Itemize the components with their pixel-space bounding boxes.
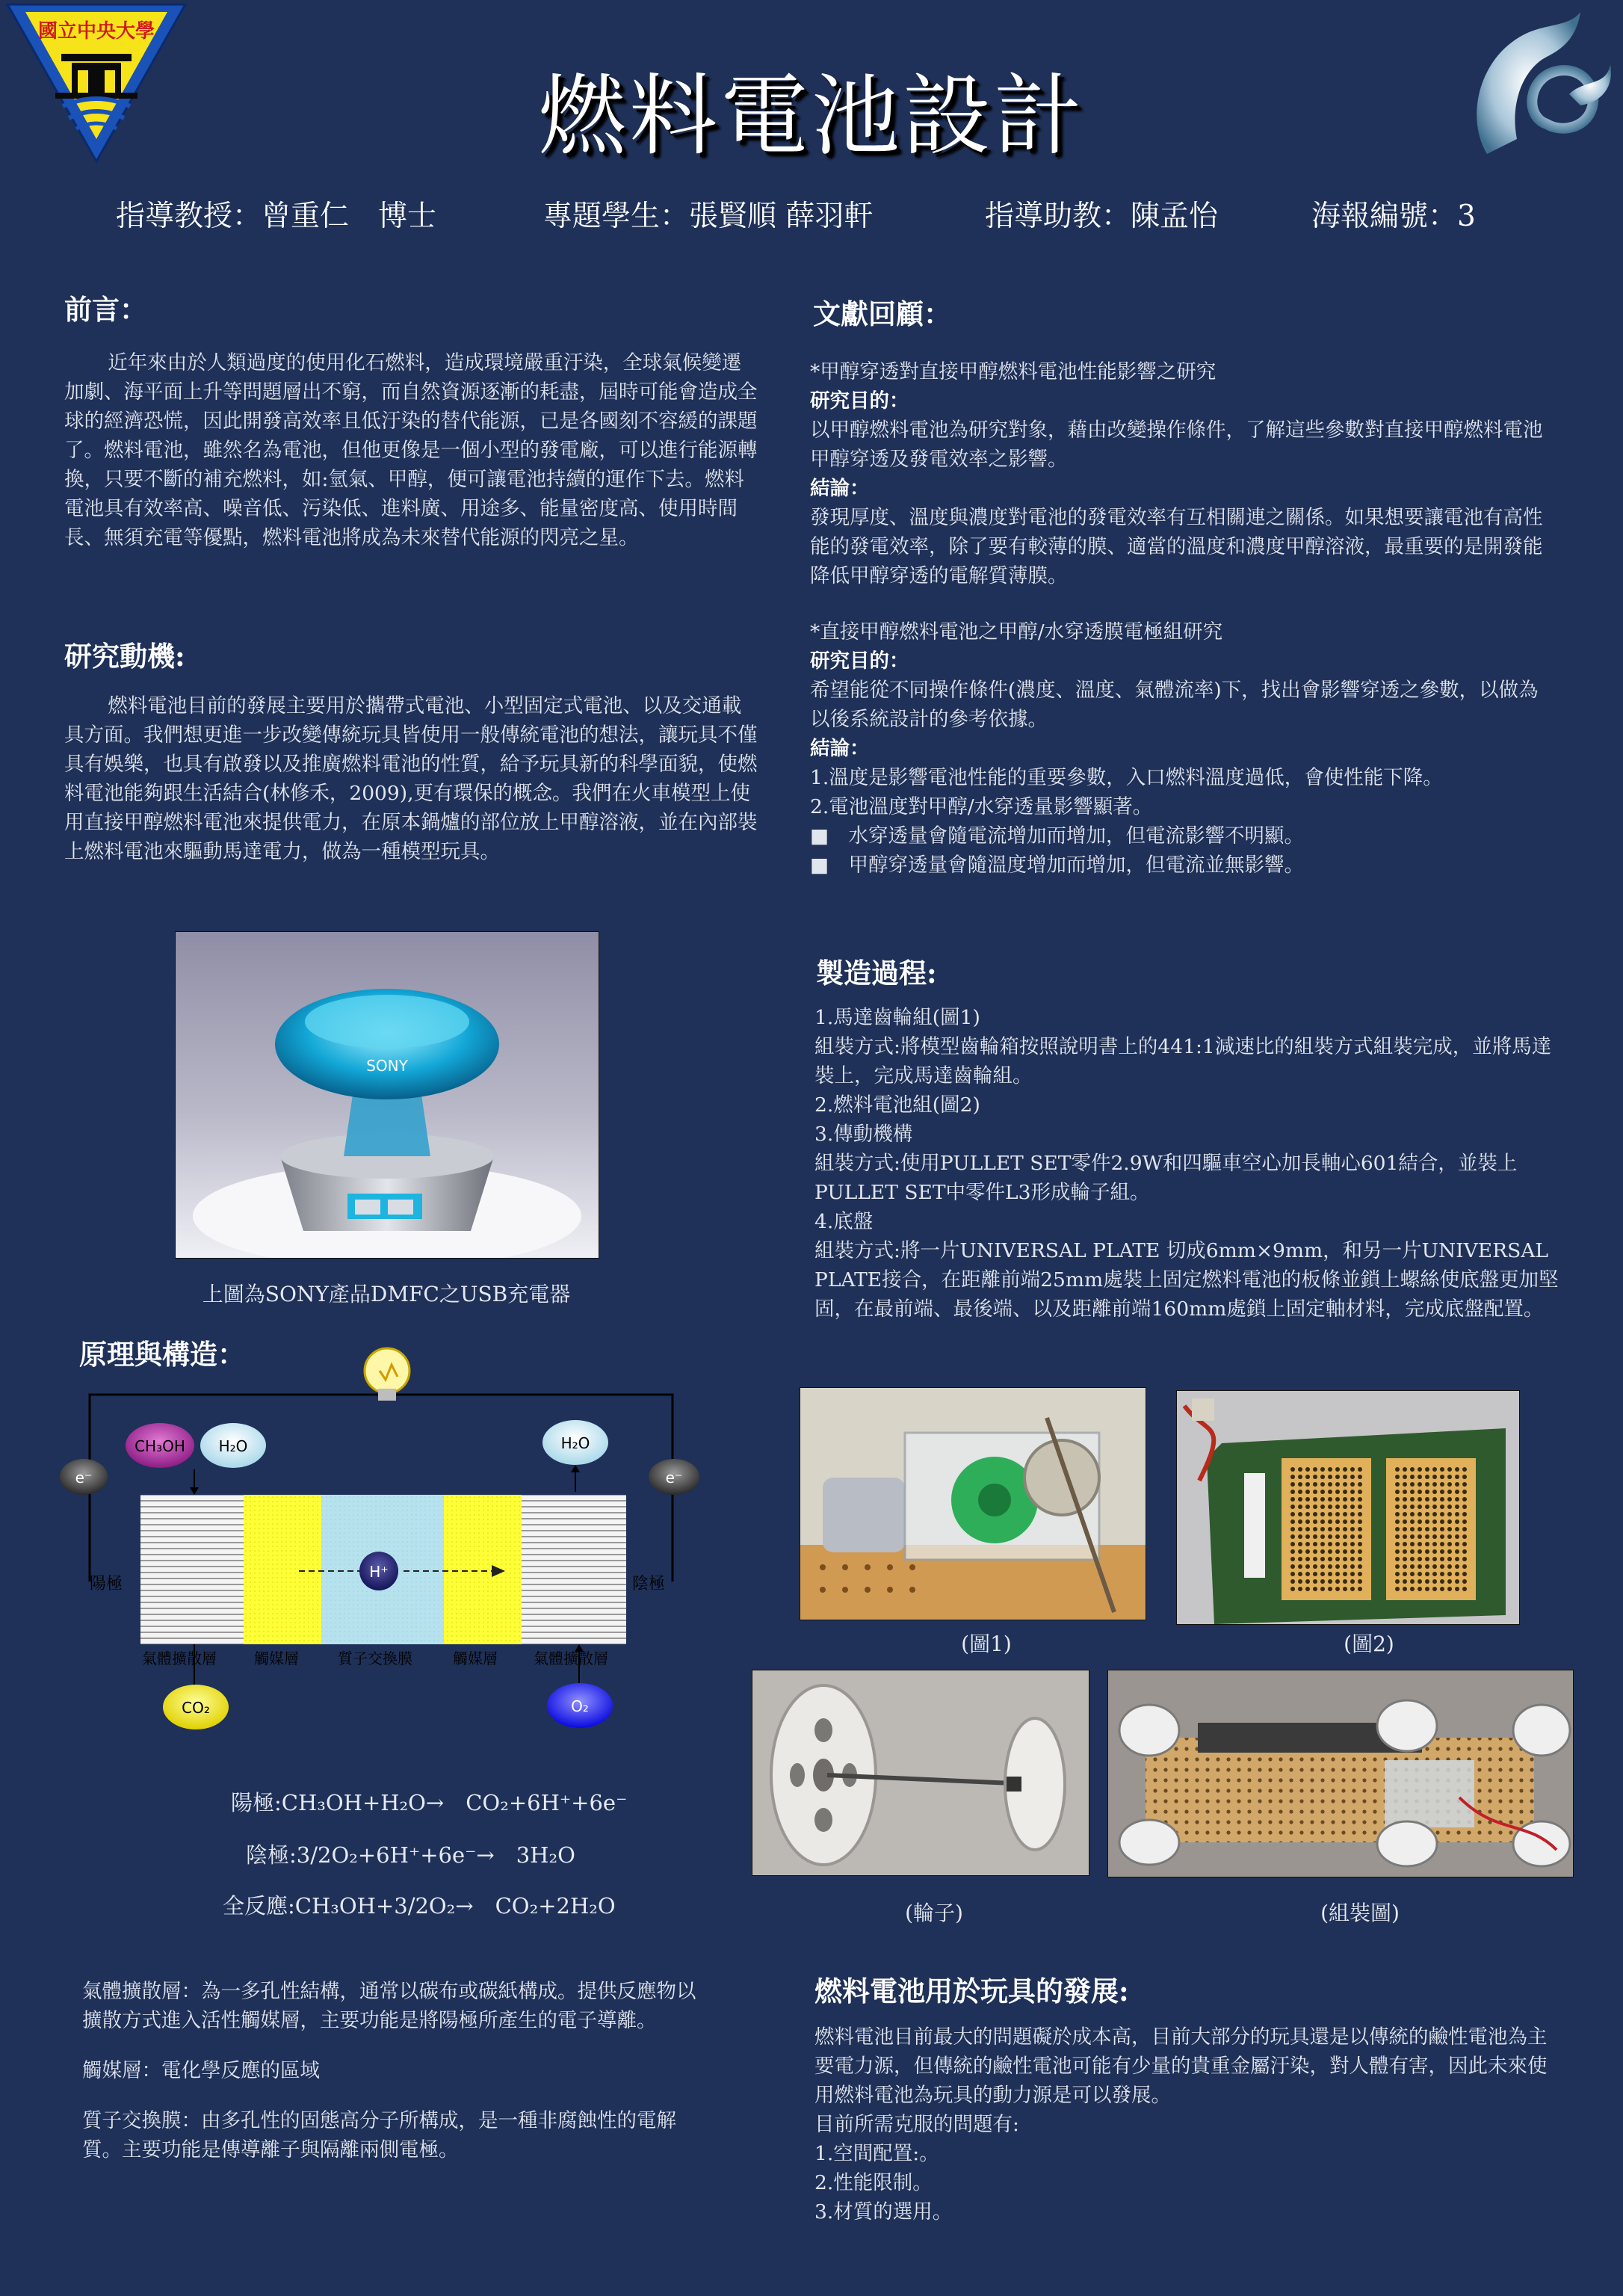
figure2-caption: (圖2) — [1344, 1632, 1394, 1656]
anode-label: 陽極 — [90, 1575, 123, 1593]
process-detail: 組裝方式:將一片UNIVERSAL PLATE 切成6mm×9mm，和另一片UNIVERSAL PLATE接合，在距離前端25mm處裝上固定燃料電池的板條並鎖上螺絲使底盤更加堅固，在最前端、最後端、以及距離前端160mm處鎖上固定軸材料，完成底盤配置。 — [814, 1239, 1559, 1321]
water-out-label: H₂O — [560, 1434, 590, 1452]
toys-problem-item: 2.性能限制。 — [814, 2171, 933, 2194]
sony-photo-caption: 上圖為SONY產品DMFC之USB充電器 — [202, 1282, 571, 1306]
toys-problems-intro: 目前所需克服的問題有: — [814, 2113, 1019, 2136]
toys-paragraph: 燃料電池目前最大的問題礙於成本高，目前大部分的玩具還是以傳統的鹼性電池為主要電力源，但傳統的鹼性電池可能有少量的貴重金屬汙染，對人體有害，因此未來使用燃料電池為玩具的動力源是可以發展。 — [814, 2025, 1548, 2107]
process-step: 4.底盤 — [814, 1210, 874, 1233]
literature-review — [810, 357, 1557, 880]
methanol-label: CH₃OH — [135, 1437, 185, 1455]
process-text — [814, 1003, 1562, 1324]
lit1-result: 發現厚度、溫度與濃度對電池的發電效率有互相關連之關係。如果想要讓電池有高性能的發電效率，除了要有較薄的膜、適當的溫度和濃度甲醇溶液，最重要的是開發能降低甲醇穿透的電解質薄膜。 — [810, 506, 1543, 587]
light-bulb-icon — [365, 1348, 409, 1401]
byline — [0, 193, 1623, 361]
svg-text:國立中央大學: 國立中央大學 — [37, 20, 155, 43]
poster-number: 海報編號：3 — [1311, 200, 1476, 233]
students: 專題學生：張賢順 薛羽軒 — [543, 200, 874, 233]
lit2-result-line: 1.溫度是影響電池性能的重要參數，入口燃料溫度過低，會使性能下降。 — [810, 766, 1443, 789]
figure1-caption: (圖1) — [961, 1632, 1012, 1656]
electron-left-label: e⁻ — [75, 1469, 93, 1487]
advisor: 指導教授：曾重仁 博士 — [116, 200, 437, 233]
cathode-label: 陰極 — [632, 1575, 666, 1593]
anode-equation: 陽極:CH₃OH+H₂O→ CO₂+6H⁺+6e⁻ — [231, 1790, 628, 1815]
water-in-label: H₂O — [218, 1437, 248, 1455]
overall-equation: 全反應:CH₃OH+3/2O₂→ CO₂+2H₂O — [223, 1893, 616, 1919]
co2-label: CO₂ — [182, 1699, 210, 1717]
cathode-equation: 陰極:3/2O₂+6H⁺+6e⁻→ 3H₂O — [246, 1842, 575, 1868]
lit2-title: *直接甲醇燃料電池之甲醇/水穿透膜電極組研究 — [810, 620, 1223, 644]
assistant: 指導助教：陳孟怡 — [985, 200, 1219, 233]
lit2-result-line: 2.電池溫度對甲醇/水穿透量影響顯著。 — [810, 795, 1153, 818]
literature-heading: 文獻回顧： — [813, 297, 951, 330]
toys-heading: 燃料電池用於玩具的發展: — [814, 1975, 1129, 2008]
lit2-purpose-label: 研究目的： — [810, 649, 909, 673]
process-heading: 製造過程: — [816, 957, 937, 990]
layer-label-gdl-right: 氣體擴散層 — [534, 1650, 608, 1667]
gdl-explanation: 氣體擴散層：為一多孔性結構，通常以碳布或碳紙構成。提供反應物以擴散方式進入活性觸媒層，主要功能是將陽極所產生的電子導離。 — [82, 1980, 696, 2032]
motor-gear-photo — [800, 1387, 1146, 1620]
o2-label: O₂ — [571, 1697, 589, 1715]
wheel-caption: (輪子) — [905, 1901, 963, 1925]
pem-explanation: 質子交換膜：由多孔性的固態高分子所構成，是一種非腐蝕性的電解質。主要功能是傳導離子與隔離兩側電極。 — [82, 2109, 676, 2161]
lit2-result-bullet: ■ 水穿透量會隨電流增加而增加，但電流影響不明顯。 — [810, 824, 1305, 848]
motivation-text: 燃料電池目前的發展主要用於攜帶式電池、小型固定式電池、以及交通載具方面。我們想更進一步改變傳統玩具皆使用一般傳統電池的想法，讓玩具不僅具有娛樂，也具有啟發以及推廣燃料電池的性質，給予玩具新的科學面貌，使燃料電池能夠跟生活結合(林修禾，2009),更有環保的概念。我們在火車模型上使用直接甲醇燃料電池來提供電力，在原本鍋爐的部位放上甲醇溶液，並在內部裝上燃料電池來驅動馬達電力，做為一種模型玩具。 — [64, 694, 758, 863]
layer-explanations — [82, 1977, 704, 2164]
toys-problem-item: 3.材質的選用。 — [814, 2200, 953, 2224]
electron-right-label: e⁻ — [665, 1469, 683, 1487]
process-detail: 組裝方式:將模型齒輪箱按照說明書上的441:1減速比的組裝方式組裝完成，並將馬達裝上，完成馬達齒輪組。 — [814, 1035, 1552, 1087]
layer-label-catalyst-left: 觸媒層 — [254, 1650, 299, 1667]
process-step: 2.燃料電池組(圖2) — [814, 1093, 980, 1117]
intro-text: 近年來由於人類過度的使用化石燃料，造成環境嚴重汙染，全球氣候變遷加劇、海平面上升等問題層出不窮，而自然資源逐漸的耗盡，屆時可能會造成全球的經濟恐慌，因此開發高效率且低汙染的替代能源，已是各國刻不容緩的課題了。燃料電池，雖然名為電池，但他更像是一個小型的發電廠，可以進行能源轉換，只要不斷的補充燃料，如:氫氣、甲醇，便可讓電池持續的運作下去。燃料電池具有效率高、噪音低、污染低、進料廣、用途多、能量密度高、使用時間長、無須充電等優點，燃料電池將成為未來替代能源的閃亮之星。 — [64, 351, 758, 549]
lit1-result-label: 結論： — [810, 477, 870, 500]
layer-label-catalyst-right: 觸媒層 — [453, 1650, 498, 1667]
fuel-cell-photo — [1176, 1390, 1520, 1625]
toys-problem-item: 1.空間配置:。 — [814, 2142, 939, 2165]
assembly-photo — [1107, 1670, 1574, 1877]
poster-title: 燃料電池設計 — [537, 64, 1085, 167]
layer-label-membrane: 質子交換膜 — [338, 1650, 412, 1667]
sony-brand-text: SONY — [366, 1057, 408, 1075]
lit1-purpose-label: 研究目的： — [810, 389, 909, 413]
sony-dmfc-charger-photo — [175, 931, 599, 1259]
process-step: 1.馬達齒輪組(圖1) — [814, 1006, 980, 1029]
fuel-cell-diagram — [60, 1342, 717, 1746]
principle-heading: 原理與構造： — [79, 1338, 245, 1371]
lit1-title: *甲醇穿透對直接甲醇燃料電池性能影響之研究 — [810, 360, 1217, 383]
lit2-purpose: 希望能從不同操作條件(濃度、溫度、氣體流率)下，找出會影響穿透之參數，以做為以後系統設計的參考依據。 — [810, 679, 1539, 731]
motivation-heading: 研究動機: — [64, 640, 185, 673]
catalyst-explanation: 觸媒層：電化學反應的區域 — [82, 2059, 320, 2082]
intro-heading: 前言： — [64, 293, 147, 326]
toys-text — [814, 2022, 1554, 2226]
h-plus-label: H⁺ — [369, 1563, 389, 1581]
assembly-caption: (組裝圖) — [1320, 1901, 1400, 1925]
lit2-result-label: 結論： — [810, 737, 870, 760]
lit2-result-bullet: ■ 甲醇穿透量會隨溫度增加而增加，但電流並無影響。 — [810, 854, 1305, 877]
process-step: 3.傳動機構 — [814, 1123, 913, 1146]
process-detail: 組裝方式:使用PULLET SET零件2.9W和四驅車空心加長軸心601結合，並裝上PULLET SET中零件L3形成輪子組。 — [814, 1152, 1518, 1204]
lit1-purpose: 以甲醇燃料電池為研究對象，藉由改變操作條件，了解這些參數對直接甲醇燃料電池甲醇穿透及發電效率之影響。 — [810, 419, 1543, 471]
wheel-photo — [752, 1670, 1089, 1876]
layer-label-gdl-left: 氣體擴散層 — [142, 1650, 217, 1667]
